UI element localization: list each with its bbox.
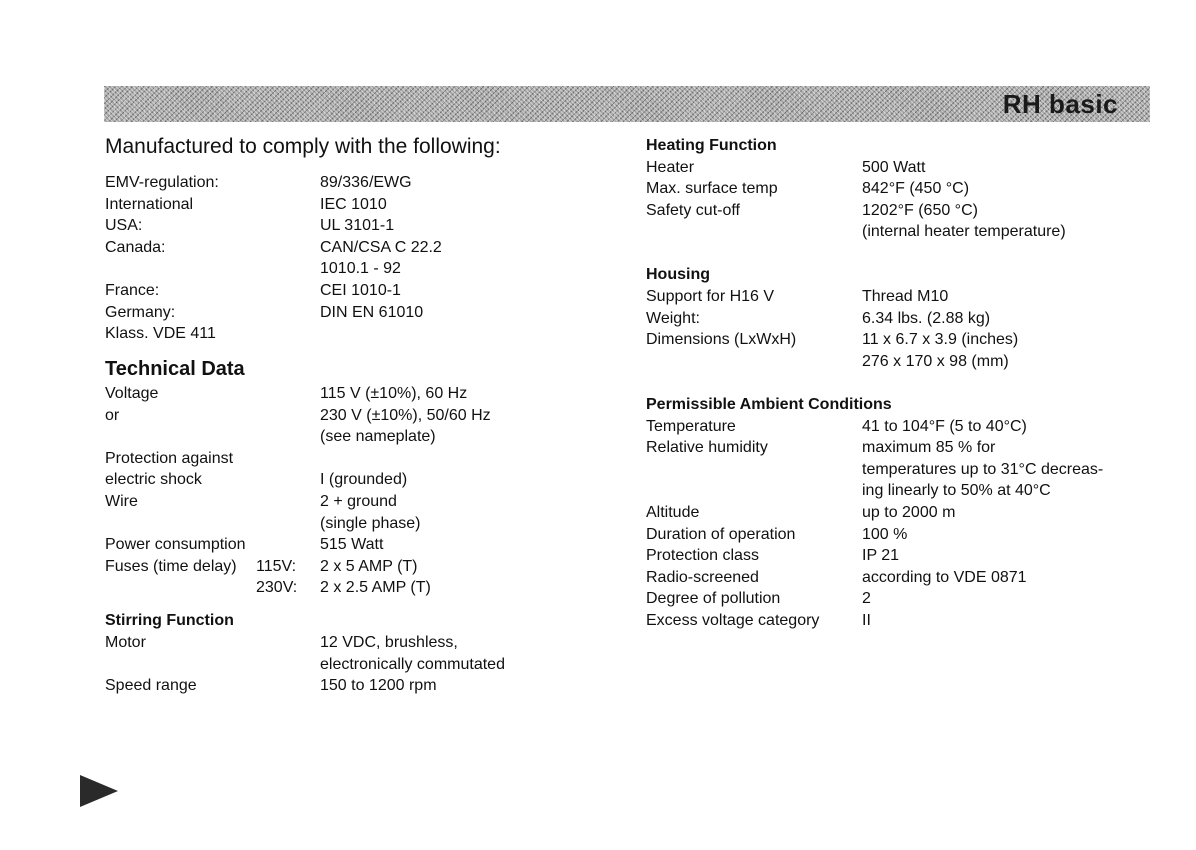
heating-label: Safety cut-off (646, 201, 740, 219)
heating-value: 500 Watt (862, 158, 926, 176)
technical-value: I (grounded) (320, 471, 408, 489)
stirring-label: Speed range (105, 677, 197, 695)
ambient-heading: Permissible Ambient Conditions (646, 396, 892, 413)
heating-label: Heater (646, 158, 695, 176)
stirring-label: Motor (105, 634, 146, 651)
compliance-label: International (105, 195, 194, 213)
ambient-value: ing linearly to 50% at 40°C (862, 482, 1051, 500)
ambient-label: Radio-screened (646, 568, 759, 586)
compliance-value: 89/336/EWG (320, 174, 412, 191)
housing-value: 276 x 170 x 98 (mm) (862, 352, 1009, 370)
technical-label: Voltage (105, 385, 159, 402)
stirring-value: 12 VDC, brushless, (320, 634, 458, 651)
heating-value: (internal heater temperature) (862, 223, 1066, 241)
next-page-arrow-icon (80, 775, 118, 807)
compliance-label: Canada: (105, 238, 166, 256)
heating-heading: Heating Function (646, 137, 777, 154)
ambient-value: according to VDE 0871 (862, 568, 1027, 586)
ambient-value: up to 2000 m (862, 504, 956, 521)
ambient-value: II (862, 612, 871, 629)
ambient-label: Degree of pollution (646, 590, 781, 608)
compliance-value: 1010.1 - 92 (320, 260, 401, 278)
compliance-value: CAN/CSA C 22.2 (320, 238, 442, 256)
stirring-value: electronically commutated (320, 655, 505, 673)
technical-label: Wire (105, 493, 138, 510)
housing-value: 11 x 6.7 x 3.9 (inches) (862, 331, 1019, 349)
stirring-value: 150 to 1200 rpm (320, 677, 437, 695)
compliance-value: UL 3101-1 (320, 217, 395, 235)
ambient-value: 2 (862, 590, 871, 608)
housing-value: Thread M10 (862, 288, 949, 305)
compliance-label: Klass. VDE 411 (105, 325, 216, 343)
technical-value: (single phase) (320, 514, 421, 532)
technical-value: 2 x 5 AMP (T) (320, 557, 418, 575)
ambient-value: temperatures up to 31°C decreas- (862, 460, 1104, 478)
housing-label: Dimensions (LxWxH) (646, 331, 797, 349)
brand-title: RH basic (1002, 89, 1118, 119)
technical-value: 2 + ground (320, 493, 397, 510)
stirring-heading: Stirring Function (105, 612, 234, 629)
housing-label: Support for H16 V (646, 288, 775, 305)
ambient-label: Protection class (646, 547, 759, 565)
heating-value: 842°F (450 °C) (862, 180, 970, 198)
compliance-title: Manufactured to comply with the following: (105, 135, 501, 158)
header-band (104, 86, 1150, 122)
technical-data-heading: Technical Data (105, 358, 245, 380)
technical-label: Power consumption (105, 536, 246, 554)
technical-value: 515 Watt (320, 536, 384, 554)
technical-value: 115 V (±10%), 60 Hz (320, 385, 468, 402)
ambient-label: Duration of operation (646, 525, 796, 543)
compliance-value: IEC 1010 (320, 195, 387, 213)
ambient-label: Excess voltage category (646, 612, 820, 629)
compliance-value: CEI 1010-1 (320, 282, 401, 299)
compliance-label: France: (105, 282, 160, 299)
ambient-label: Altitude (646, 504, 700, 521)
compliance-value: DIN EN 61010 (320, 303, 424, 321)
technical-label: Fuses (time delay) (105, 557, 237, 575)
ambient-value: IP 21 (862, 547, 900, 565)
ambient-label: Temperature (646, 417, 736, 435)
housing-label: Weight: (646, 309, 700, 327)
heating-label: Max. surface temp (646, 180, 778, 198)
ambient-label: Relative humidity (646, 439, 768, 457)
technical-value: (see nameplate) (320, 428, 436, 446)
technical-value: 2 x 2.5 AMP (T) (320, 579, 431, 597)
fuse-voltage-115: 115V: (256, 557, 297, 575)
housing-value: 6.34 lbs. (2.88 kg) (862, 309, 991, 327)
ambient-value: 41 to 104°F (5 to 40°C) (862, 417, 1027, 435)
technical-label: electric shock (105, 471, 202, 489)
technical-label: or (105, 406, 120, 424)
compliance-label: USA: (105, 217, 143, 235)
compliance-label: Germany: (105, 303, 176, 321)
fuse-voltage-230: 230V: (256, 579, 298, 597)
housing-heading: Housing (646, 266, 710, 283)
technical-value: 230 V (±10%), 50/60 Hz (320, 406, 491, 424)
technical-label: Protection against (105, 449, 234, 467)
ambient-value: maximum 85 % for (862, 439, 996, 457)
compliance-label: EMV-regulation: (105, 174, 219, 191)
ambient-value: 100 % (862, 525, 908, 543)
heating-value: 1202°F (650 °C) (862, 201, 978, 219)
